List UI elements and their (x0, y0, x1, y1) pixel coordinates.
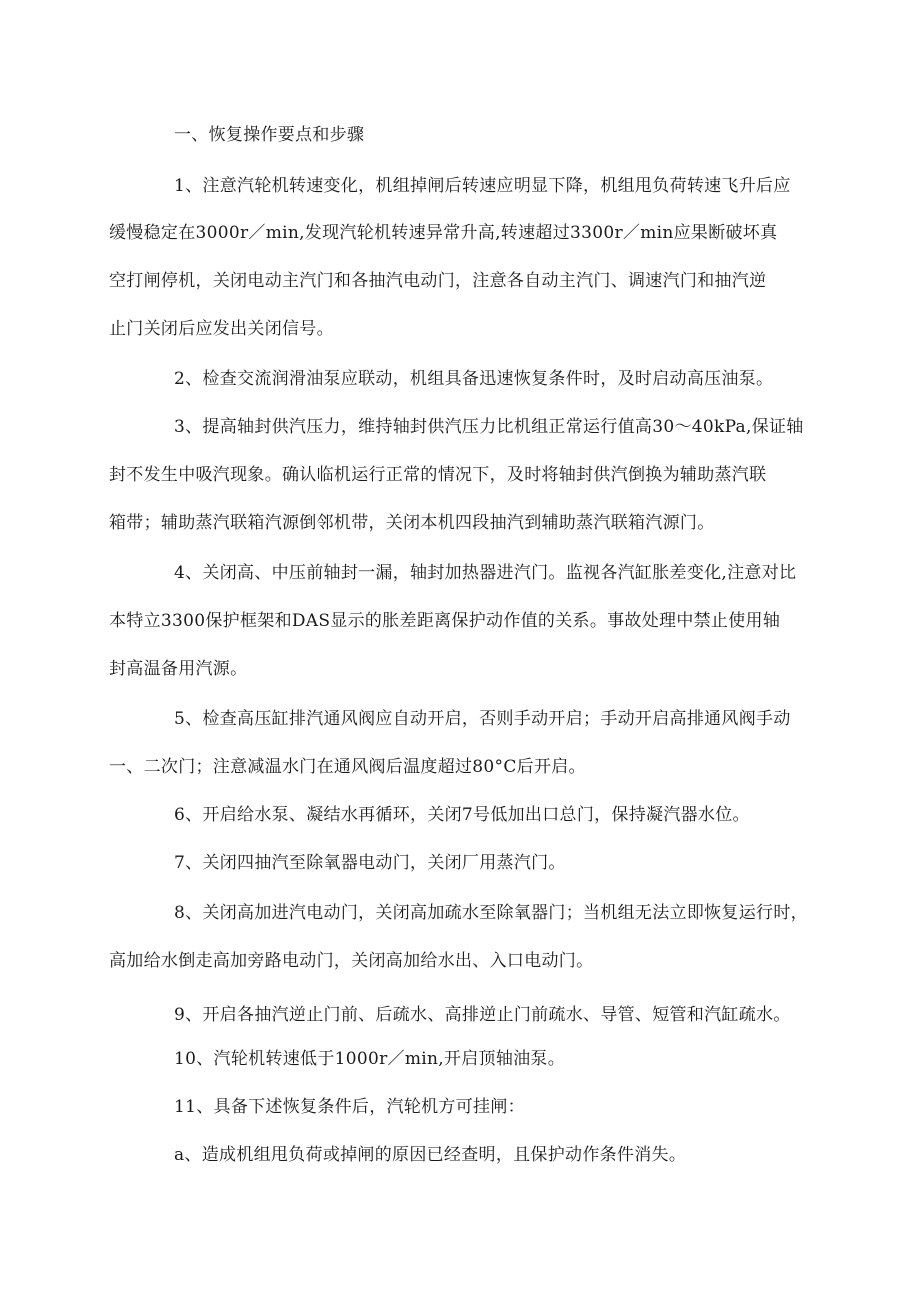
paragraph-1-line-2: 缓慢稳定在3000r／min,发现汽轮机转速异常升高,转速超过3300r／min应果断破坏真 (109, 223, 778, 243)
paragraph-3-line-1: 3、提高轴封供汽压力，维持轴封供汽压力比机组正常运行值高30～40kPa,保证轴 (174, 417, 804, 437)
document-heading: 一、恢复操作要点和步骤 (174, 125, 365, 145)
paragraph-10-line-1: 10、汽轮机转速低于1000r／min,开启顶轴油泵。 (174, 1049, 566, 1069)
paragraph-11-line-1: 11、具备下述恢复条件后，汽轮机方可挂闸： (174, 1097, 525, 1117)
paragraph-8-line-1: 8、关闭高加进汽电动门，关闭高加疏水至除氧器门；当机组无法立即恢复运行时， (174, 903, 808, 923)
paragraph-8-line-2: 高加给水倒走高加旁路电动门，关闭高加给水出、入口电动门。 (109, 951, 594, 971)
paragraph-9-line-1: 9、开启各抽汽逆止门前、后疏水、高排逆止门前疏水、导管、短管和汽缸疏水。 (174, 1005, 791, 1025)
paragraph-6-line-1: 6、开启给水泵、凝结水再循环，关闭7号低加出口总门，保持凝汽器水位。 (174, 805, 750, 825)
paragraph-a-line-1: a、造成机组甩负荷或掉闸的原因已经查明，且保护动作条件消失。 (174, 1145, 687, 1165)
paragraph-1-line-3: 空打闸停机，关闭电动主汽门和各抽汽电动门，注意各自动主汽门、调速汽门和抽汽逆 (109, 271, 767, 291)
paragraph-1-line-1: 1、注意汽轮机转速变化，机组掉闸后转速应明显下降，机组甩负荷转速飞升后应 (174, 176, 791, 196)
paragraph-5-line-1: 5、检查高压缸排汽通风阀应自动开启，否则手动开启；手动开启高排通风阀手动 (174, 709, 791, 729)
paragraph-1-line-4: 止门关闭后应发出关闭信号。 (109, 319, 334, 339)
paragraph-4-line-2: 本特立3300保护框架和DAS显示的胀差距离保护动作值的关系。事故处理中禁止使用轴 (109, 611, 781, 631)
paragraph-2-line-1: 2、检查交流润滑油泵应联动，机组具备迅速恢复条件时，及时启动高压油泵。 (174, 369, 774, 389)
paragraph-5-line-2: 一、二次门；注意减温水门在通风阀后温度超过80°C后开启。 (109, 757, 586, 777)
paragraph-7-line-1: 7、关闭四抽汽至除氧器电动门，关闭厂用蒸汽门。 (174, 853, 566, 873)
paragraph-4-line-3: 封高温备用汽源。 (109, 659, 248, 679)
paragraph-3-line-2: 封不发生中吸汽现象。确认临机运行正常的情况下，及时将轴封供汽倒换为辅助蒸汽联 (109, 465, 767, 485)
paragraph-4-line-1: 4、关闭高、中压前轴封一漏，轴封加热器进汽门。监视各汽缸胀差变化,注意对比 (174, 563, 797, 583)
paragraph-3-line-3: 箱带；辅助蒸汽联箱汽源倒邻机带，关闭本机四段抽汽到辅助蒸汽联箱汽源门。 (109, 513, 715, 533)
